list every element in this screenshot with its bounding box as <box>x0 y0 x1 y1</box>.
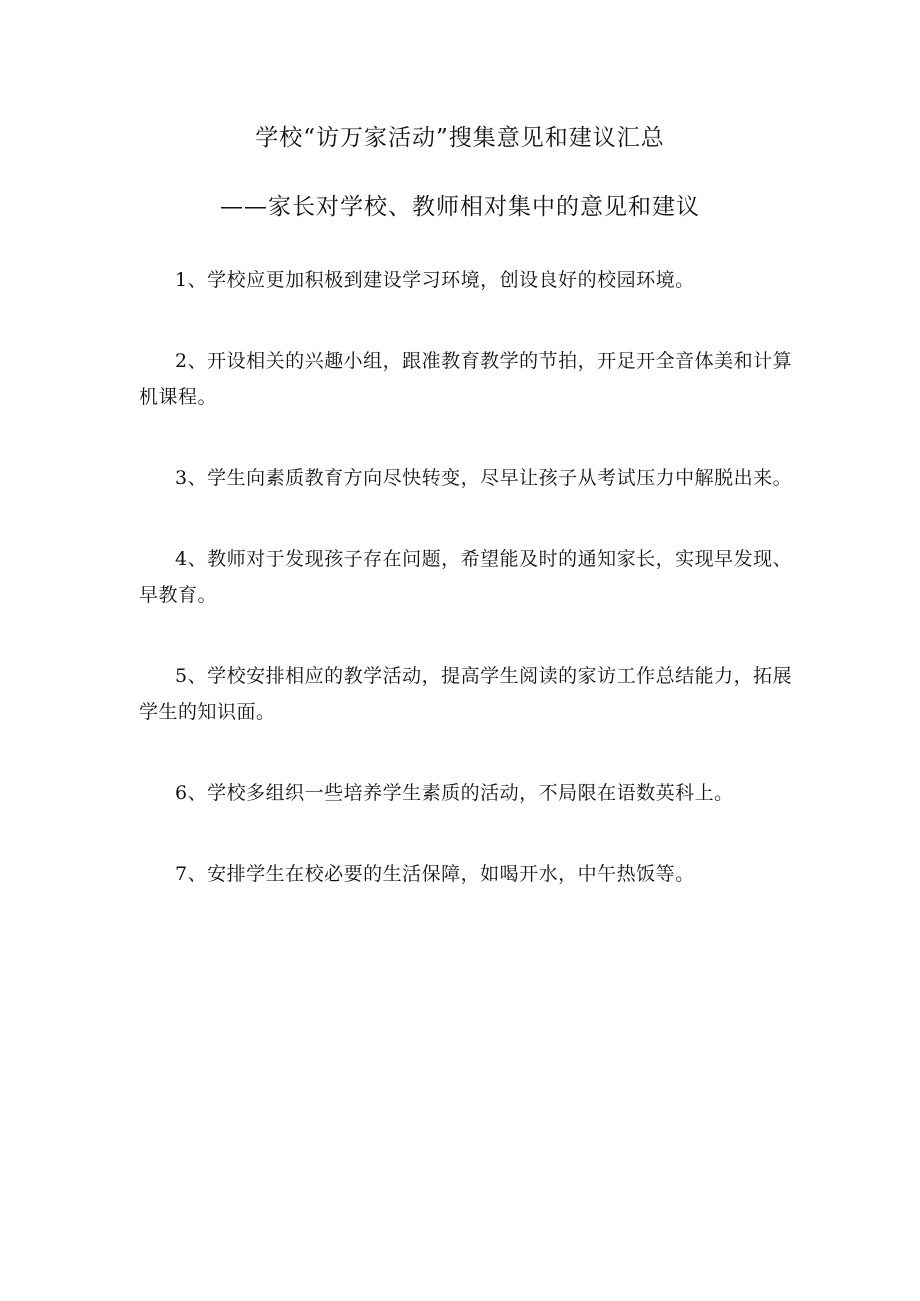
suggestion-item-3: 3、学生向素质教育方向尽快转变，尽早让孩子从考试压力中解脱出来。 <box>175 467 793 489</box>
suggestion-item-6: 6、学校多组织一些培养学生素质的活动，不局限在语数英科上。 <box>175 782 734 804</box>
suggestion-item-1: 1、学校应更加积极到建设学习环境，创设良好的校园环境。 <box>175 269 695 291</box>
document-title: 学校“访万家活动”搜集意见和建议汇总 <box>255 125 665 151</box>
document-subtitle: ——家长对学校、教师相对集中的意见和建议 <box>220 194 700 220</box>
suggestion-item-2: 2、开设相关的兴趣小组，跟准教育教学的节拍，开足开全音体美和计算机课程。 <box>139 350 793 408</box>
suggestion-item-7: 7、安排学生在校必要的生活保障，如喝开水，中午热饭等。 <box>175 863 695 885</box>
suggestion-list <box>139 262 799 937</box>
suggestion-item-5: 5、学校安排相应的教学活动，提高学生阅读的家访工作总结能力，拓展学生的知识面。 <box>139 665 793 723</box>
suggestion-item-4: 4、教师对于发现孩子存在问题，希望能及时的通知家长，实现早发现、早教育。 <box>139 548 793 606</box>
